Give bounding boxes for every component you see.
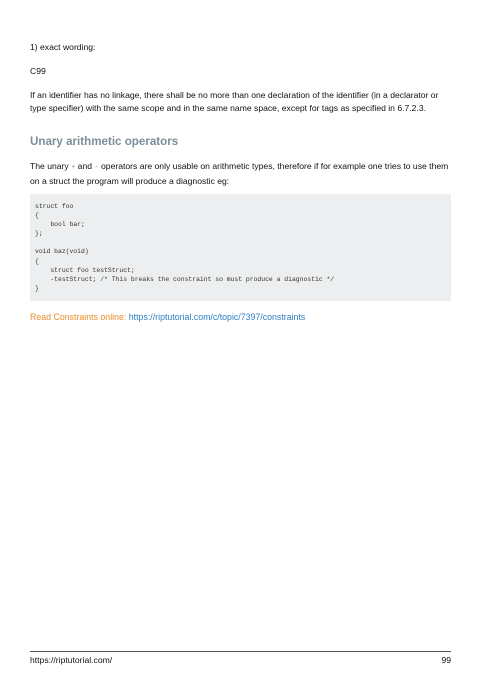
code-line: { [35, 257, 39, 265]
intro-text-before: The unary [30, 161, 72, 171]
exact-wording-label: 1) exact wording: [30, 42, 96, 52]
plus-operator: + [71, 164, 76, 172]
constraint-quote: If an identifier has no linkage, there shall be no more than one declaration of the identifier (in a declarator or type specifier) with the same scope and in the same name space, except for tags as specified in 6.7.2.3. [30, 90, 439, 113]
code-line: struct foo testStruct; [35, 266, 135, 274]
code-line: }; [35, 230, 43, 238]
section-heading: Unary arithmetic operators [30, 135, 179, 148]
code-line [35, 238, 446, 247]
read-online-link[interactable]: https://riptutorial.com/c/topic/7397/constraints [128, 312, 306, 322]
footer-url[interactable]: https://riptutorial.com/ [30, 655, 113, 665]
intro-text-after: operators are only usable on arithmetic types, therefore if for example one tries to use them on a struct the program will produce a diagnostic eg: [30, 161, 449, 186]
read-online-label: Read Constraints online: [30, 312, 129, 322]
code-line: } [35, 284, 39, 292]
intro-text-and: and [75, 161, 95, 171]
page-number: 99 [441, 655, 451, 665]
code-block [30, 194, 451, 301]
read-online-line [30, 312, 305, 322]
minus-operator: - [94, 164, 99, 172]
c99-label: C99 [30, 66, 46, 76]
document-page [30, 0, 451, 679]
section-intro [30, 160, 451, 188]
code-line: { [35, 212, 39, 220]
code-line: -testStruct; /* This breaks the constraint so must produce a diagnostic */ [35, 275, 335, 283]
code-line: struct foo [35, 203, 74, 210]
code-line: void baz(void) [35, 248, 89, 256]
code-line: bool bar; [35, 221, 85, 229]
footer-divider [30, 651, 451, 652]
